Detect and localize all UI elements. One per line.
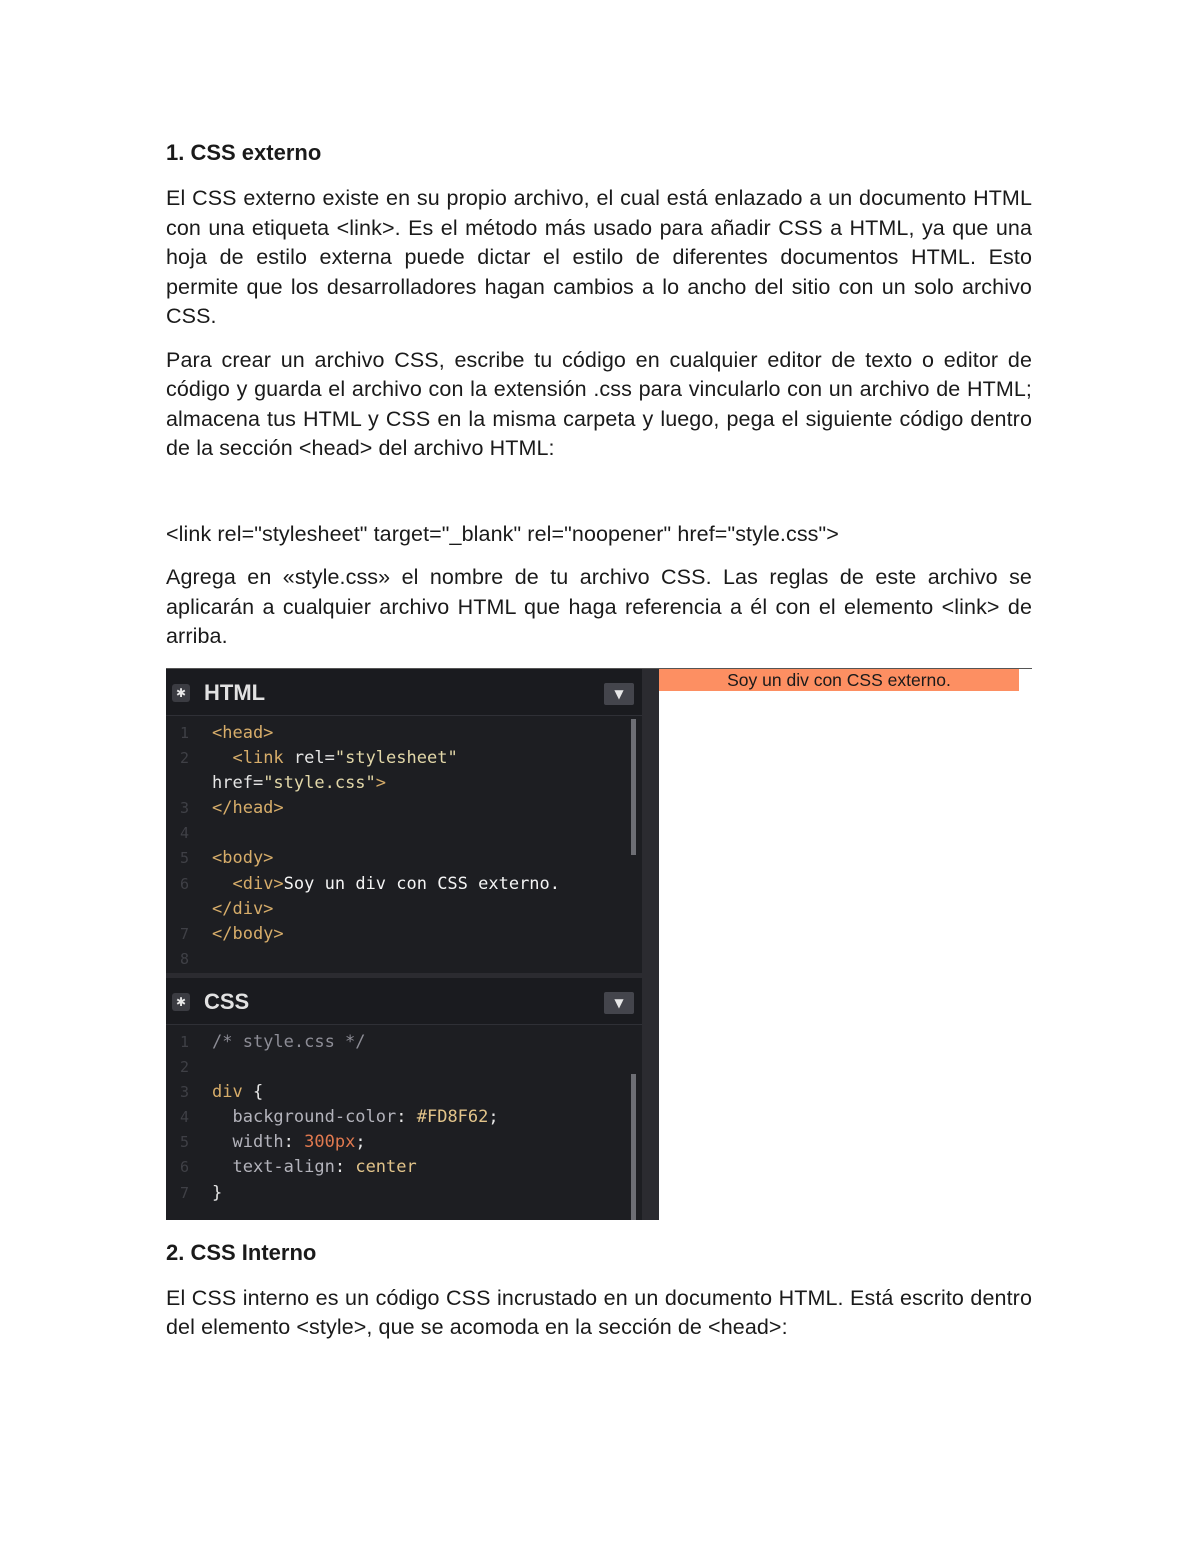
editor-panel (166, 669, 659, 1220)
rendered-div: Soy un div con CSS externo. (659, 669, 1019, 691)
line-number: 7 (180, 925, 190, 943)
code-token: center (355, 1157, 417, 1178)
code-token: } (212, 1182, 223, 1203)
code-line (166, 1055, 642, 1080)
code-token: /* style.css */ (212, 1031, 366, 1052)
link-tag-example: <link rel="stylesheet" target="_blank" rel="noopener" href="style.css"> (166, 521, 839, 546)
code-line (166, 1080, 642, 1105)
code-token: </head> (212, 798, 284, 819)
line-number: 5 (180, 1133, 190, 1152)
code-line (166, 821, 642, 846)
scrollbar[interactable] (631, 1074, 636, 1220)
code-token: Soy un div con CSS externo. (283, 873, 561, 894)
code-line (166, 872, 642, 897)
line-number: 1 (180, 1032, 190, 1051)
line-number: 2 (180, 1057, 190, 1076)
section-1-paragraph-2: Para crear un archivo CSS, escribe tu código en cualquier editor de texto o editor de código y guarda el archivo con la extensión .css para vincularlo con un archivo de HTML; almacena tus HTML y CSS en la misma carpeta y luego, pega el siguiente código dentro de la sección <head> del archivo HTML: (166, 347, 1032, 460)
section-1-paragraph-3: Agrega en «style.css» el nombre de tu archivo CSS. Las reglas de este archivo se aplicarán a cualquier archivo HTML que haga referencia a él con el elemento <link> de arriba. (166, 565, 1032, 648)
section-2-paragraph-1: El CSS interno es un código CSS incrustado en un documento HTML. Está escrito dentro del elemento <style>, que se acomoda en la sección de <head>: (166, 1285, 1032, 1339)
css-pane (166, 978, 642, 1220)
line-number: 6 (180, 1158, 190, 1177)
line-number: 4 (180, 1108, 190, 1127)
code-token: rel= (293, 747, 335, 768)
gear-icon[interactable]: ✱ (172, 684, 190, 702)
line-number: 4 (180, 824, 190, 843)
chevron-down-icon[interactable]: ▼ (604, 683, 634, 705)
line-number: 2 (180, 748, 190, 767)
line-number: 3 (180, 799, 190, 818)
code-editor-screenshot (166, 668, 1032, 1220)
css-code[interactable] (166, 1030, 642, 1206)
section-1-paragraph-1: El CSS externo existe en su propio archivo, el cual está enlazado a un documento HTML con una etiqueta <link>. Es el método más usado para añadir CSS a HTML, ya que una hoja de estilo externa puede dictar el estilo de diferentes documentos HTML. Esto permite que los desarrolladores hagan cambios a lo ancho del sitio con un solo archivo CSS. (166, 186, 1032, 328)
preview-panel (659, 669, 1032, 1220)
code-token: text-align (232, 1157, 335, 1178)
code-token: div (212, 1081, 243, 1102)
line-number: 6 (180, 874, 190, 893)
code-line: 4 background-color : #FD8F62 ; (166, 1105, 642, 1130)
code-line (166, 771, 642, 796)
code-token: { (242, 1081, 264, 1102)
line-number: 1 (180, 723, 190, 742)
line-number: 5 (180, 849, 190, 868)
code-line (166, 897, 642, 922)
section-2-heading: 2. CSS Interno (166, 1239, 317, 1265)
code-line (166, 846, 642, 871)
html-pane-title: HTML (204, 679, 266, 705)
code-token: "style.css" (263, 772, 376, 793)
code-line: 6 text-align : center (166, 1155, 642, 1180)
line-number: 3 (180, 1082, 190, 1101)
gear-icon[interactable]: ✱ (172, 993, 190, 1011)
code-token: background-color (232, 1107, 397, 1128)
code-token: <head> (212, 722, 274, 743)
code-token: href= (212, 772, 264, 793)
line-number: 7 (180, 1183, 190, 1202)
line-number (166, 897, 212, 922)
code-token: width (232, 1132, 284, 1153)
code-line (166, 947, 642, 972)
code-line: 5 width : 300px ; (166, 1130, 642, 1155)
code-token: #FD8F62 (416, 1107, 489, 1128)
html-pane-header (166, 669, 642, 716)
code-token: <div> (232, 873, 284, 894)
code-token: > (375, 772, 387, 793)
code-token: 300px (304, 1132, 356, 1153)
chevron-down-icon[interactable]: ▼ (604, 992, 634, 1014)
html-pane (166, 669, 642, 973)
code-token: <link (232, 747, 294, 768)
code-token: </body> (212, 924, 284, 944)
line-number (166, 771, 212, 796)
section-1-heading: 1. CSS externo (166, 140, 322, 165)
line-number: 8 (180, 950, 190, 969)
code-line (166, 721, 642, 746)
code-token: "stylesheet" (334, 747, 458, 768)
html-code[interactable] (166, 721, 642, 973)
document-page (166, 138, 1032, 1357)
code-line (166, 1181, 642, 1206)
code-token: </div> (212, 898, 274, 919)
code-line (166, 1030, 642, 1055)
code-line (166, 796, 642, 821)
scrollbar[interactable] (631, 719, 636, 855)
css-pane-header (166, 978, 642, 1025)
css-pane-title: CSS (204, 988, 250, 1014)
code-line (166, 746, 642, 771)
code-token: <body> (212, 848, 274, 869)
code-line (166, 922, 642, 947)
